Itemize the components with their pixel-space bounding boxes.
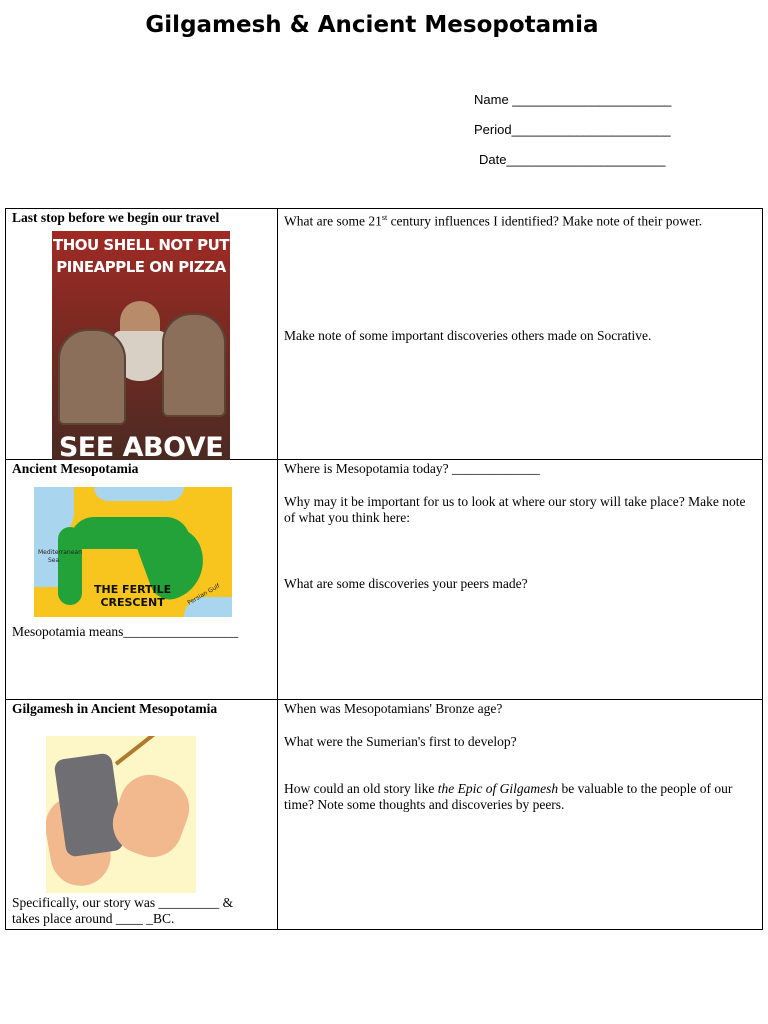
row-heading: Gilgamesh in Ancient Mesopotamia xyxy=(12,701,218,716)
period-field[interactable]: Period______________________ xyxy=(474,122,671,137)
table-row xyxy=(6,700,763,930)
mesopotamia-means-prompt: Mesopotamia means_________________ xyxy=(12,624,239,639)
worksheet-table xyxy=(5,208,763,930)
question-socrative: Make note of some important discoveries others made on Socrative. xyxy=(284,327,652,343)
meme-text-bottom: SEE ABOVE xyxy=(58,432,224,460)
question-influences: What are some 21st century influences I identified? Make note of their power. xyxy=(284,213,703,229)
question-where-today: Where is Mesopotamia today? _____________ xyxy=(284,461,540,476)
left-cell xyxy=(6,700,278,930)
map-sea xyxy=(94,487,184,501)
left-cell xyxy=(6,209,278,460)
stone-tablet-left xyxy=(58,329,126,425)
story-prompt: Specifically, our story was _________ & takes place around ____ _BC. xyxy=(12,895,234,926)
question-epic-value: How could an old story like the Epic of Gilgamesh be valuable to the people of our time? Note some thoughts and discoveries by peers. xyxy=(284,781,733,812)
moses-meme-image xyxy=(52,231,230,460)
map-label-gulf: Persian Gulf xyxy=(186,582,222,607)
row-heading: Ancient Mesopotamia xyxy=(12,461,139,476)
meme-text-top-1: THOU SHELL NOT PUT xyxy=(52,236,230,254)
table-row xyxy=(6,209,763,460)
clay-tablet xyxy=(53,752,124,857)
map-label-sea: Sea xyxy=(48,557,60,564)
page-title: Gilgamesh & Ancient Mesopotamia xyxy=(145,12,599,38)
question-why-important: Why may it be important for us to look at where our story will take place? Make note of what you think here: xyxy=(284,494,746,525)
hand-right xyxy=(104,766,196,865)
name-field[interactable]: Name ______________________ xyxy=(474,92,672,107)
map-label-sea: Mediterranean xyxy=(38,549,82,556)
question-peer-discoveries: What are some discoveries your peers made? xyxy=(284,576,528,591)
question-bronze-age: When was Mesopotamians' Bronze age? xyxy=(284,701,503,716)
meme-text-top-2: PINEAPPLE ON PIZZA xyxy=(56,258,226,276)
question-sumerian-first: What were the Sumerian's first to develop? xyxy=(284,734,517,749)
fertile-crescent-map xyxy=(34,487,232,617)
table-row xyxy=(6,460,763,700)
map-caption: THE FERTILE CRESCENT xyxy=(94,583,172,609)
cuneiform-tablet-image xyxy=(46,736,196,893)
row-heading: Last stop before we begin our travel xyxy=(12,210,220,225)
stone-tablet-right xyxy=(162,313,226,417)
stylus xyxy=(115,736,181,766)
right-cell xyxy=(278,460,763,700)
student-info-fields xyxy=(474,92,671,182)
right-cell xyxy=(278,209,763,460)
date-field[interactable]: Date______________________ xyxy=(479,152,666,167)
left-cell xyxy=(6,460,278,700)
right-cell xyxy=(278,700,763,930)
